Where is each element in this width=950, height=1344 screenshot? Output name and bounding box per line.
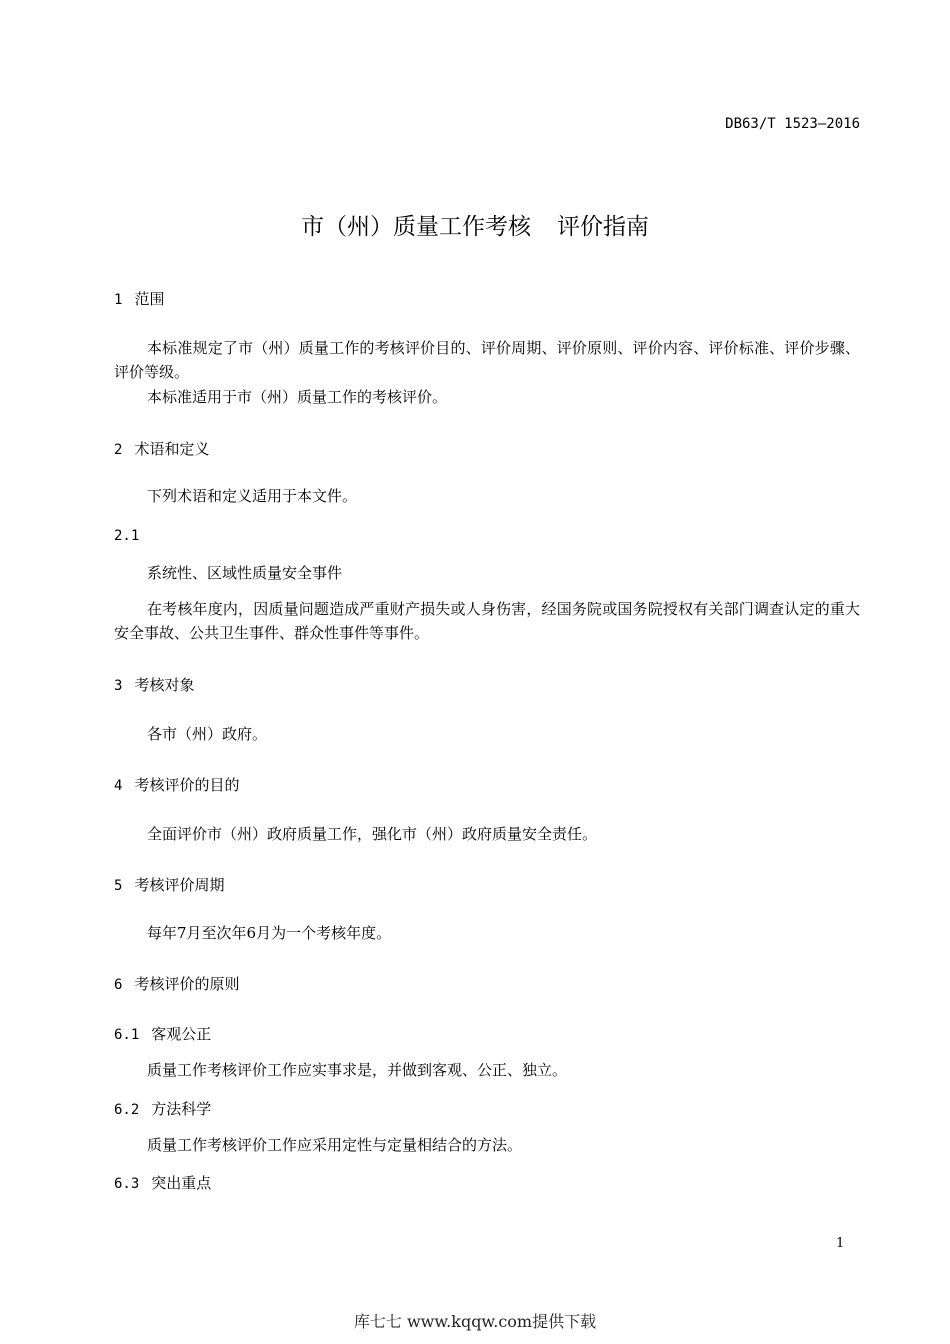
section-6-2-heading (114, 1098, 211, 1119)
section-number: 6.2 (114, 1102, 140, 1118)
page-number: 1 (836, 1236, 845, 1251)
section-number: 5 (114, 878, 123, 894)
term-title: 系统性、区域性质量安全事件 (147, 564, 343, 582)
section-4-heading (114, 774, 239, 795)
section-title: 考核评价周期 (134, 876, 225, 894)
title-part-1: 市（州）质量工作考核 (301, 214, 531, 240)
section-number: 6 (114, 977, 123, 993)
term-definition: 在考核年度内，因质量问题造成严重财产损失或人身伤害，经国务院或国务院授权有关部门调查认定的重大安全事故、公共卫生事件、群众性事件等事件。 (114, 600, 860, 642)
section-1-paragraph-1: 本标准规定了市（州）质量工作的考核评价目的、评价周期、评价原则、评价内容、评价标准、评价步骤、评价等级。 (114, 339, 860, 381)
title-part-2: 评价指南 (557, 214, 649, 240)
section-number: 2 (114, 442, 123, 458)
section-5-paragraph-1: 每年7月至次年6月为一个考核年度。 (147, 924, 392, 942)
standard-number: DB63/T 1523—2016 (725, 116, 860, 132)
section-number: 4 (114, 778, 123, 794)
section-number: 6.1 (114, 1027, 140, 1043)
section-1-paragraph-2: 本标准适用于市（州）质量工作的考核评价。 (147, 388, 448, 406)
section-number: 3 (114, 678, 123, 694)
section-title: 方法科学 (151, 1100, 212, 1118)
section-title: 考核评价的原则 (134, 975, 240, 993)
section-6-1-paragraph-1: 质量工作考核评价工作应实事求是，并做到客观、公正、独立。 (147, 1061, 568, 1079)
section-2-heading (114, 438, 209, 459)
section-3-paragraph-1: 各市（州）政府。 (147, 725, 268, 743)
section-title: 考核评价的目的 (134, 776, 240, 794)
section-4-paragraph-1: 全面评价市（州）政府质量工作，强化市（州）政府质量安全责任。 (147, 825, 598, 843)
section-number: 1 (114, 292, 123, 308)
section-title: 考核对象 (134, 676, 195, 694)
section-6-2-paragraph-1: 质量工作考核评价工作应采用定性与定量相结合的方法。 (147, 1136, 523, 1154)
section-title: 术语和定义 (134, 440, 210, 458)
section-6-3-heading (114, 1172, 211, 1193)
download-footer: 库七七 www.kqqw.com提供下载 (353, 1312, 597, 1331)
section-6-1-heading (114, 1023, 211, 1044)
section-3-heading (114, 674, 194, 695)
section-title: 突出重点 (151, 1174, 212, 1192)
section-6-heading (114, 973, 239, 994)
section-5-heading (114, 874, 224, 895)
section-number: 2.1 (114, 528, 140, 544)
section-title: 范围 (134, 290, 165, 308)
section-title: 客观公正 (151, 1025, 212, 1043)
page-title (0, 208, 950, 241)
section-1-heading (114, 288, 164, 309)
section-number: 6.3 (114, 1176, 140, 1192)
section-2-paragraph-1: 下列术语和定义适用于本文件。 (147, 487, 358, 505)
section-2-1-number (114, 526, 151, 544)
